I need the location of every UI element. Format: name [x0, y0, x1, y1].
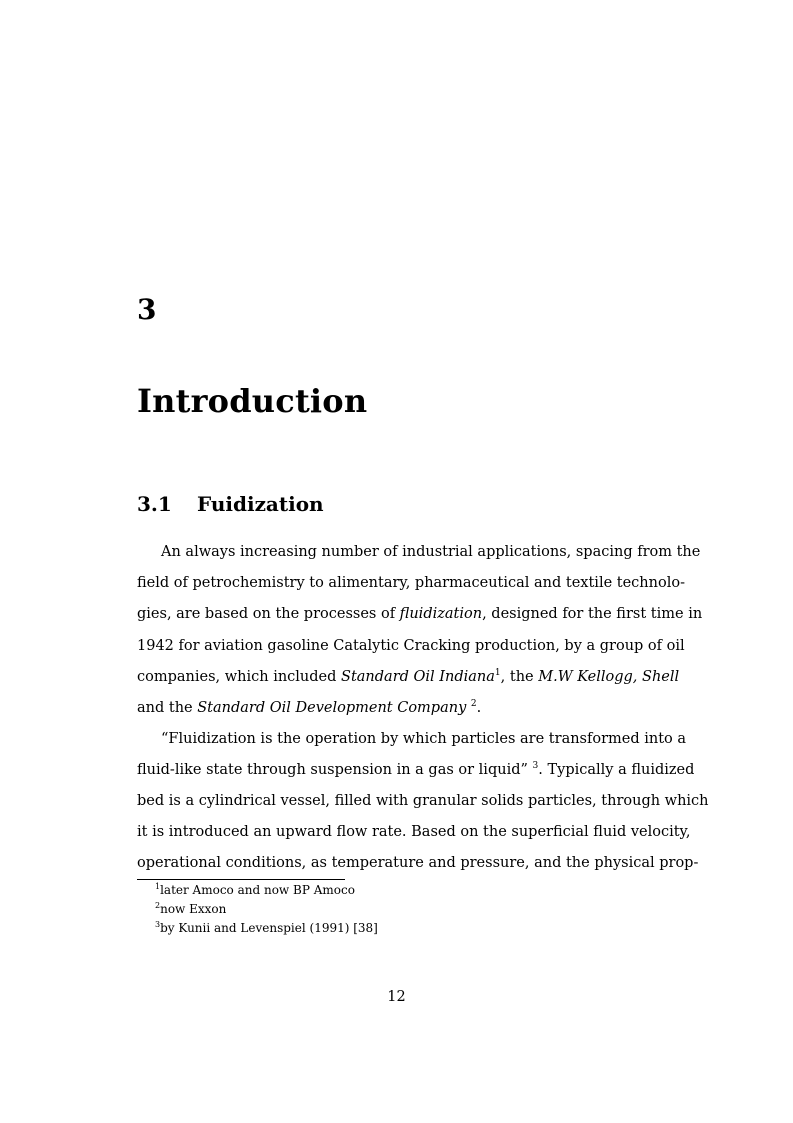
- emphasis-standard-oil-indiana: Standard Oil Indiana: [341, 669, 495, 685]
- footnote-text: later Amoco and now BP Amoco: [160, 883, 355, 897]
- section-number: 3.1: [137, 492, 172, 516]
- text-run: . Typically a fluidized: [538, 762, 695, 778]
- footnote-ref-2[interactable]: 2: [470, 699, 477, 709]
- paragraph2-line4: it is introduced an upward flow rate. Based on the superficial fluid velocity,: [137, 824, 691, 840]
- paragraph2-line3: bed is a cylindrical vessel, filled with granular solids particles, through which: [137, 793, 709, 809]
- footnote-1: [155, 882, 355, 898]
- paragraph2-line2: [137, 760, 695, 780]
- text-run: , the: [500, 669, 539, 685]
- text-run: , designed for the first time in: [482, 606, 703, 622]
- footnote-mark: 3: [155, 920, 161, 929]
- emphasis-kellogg-shell: M.W Kellogg, Shell: [538, 669, 680, 685]
- text-run: fluid-like state through suspension in a gas or liquid”: [137, 762, 533, 778]
- footnote-3: [155, 920, 378, 936]
- paragraph1-line6: [137, 698, 657, 718]
- paragraph1-line2: field of petrochemistry to alimentary, pharmaceutical and textile technolo-: [137, 575, 685, 591]
- paragraph1-line5: [137, 667, 680, 687]
- page-number: 12: [387, 989, 406, 1005]
- footnote-ref-1[interactable]: 1: [494, 668, 501, 678]
- footnote-text: by Kunii and Levenspiel (1991) [38]: [160, 921, 378, 935]
- footnote-text: now Exxon: [160, 902, 227, 916]
- footnote-mark: 2: [155, 901, 161, 910]
- footnote-mark: 1: [155, 882, 161, 891]
- text-run: and the: [137, 700, 198, 716]
- paragraph1-line4: 1942 for aviation gasoline Catalytic Cracking production, by a group of oil: [137, 638, 685, 654]
- emphasis-standard-oil-development: Standard Oil Development Company: [197, 700, 467, 716]
- paragraph1-line3: [137, 604, 703, 624]
- paragraph2-line1: “Fluidization is the operation by which particles are transformed into a: [161, 731, 687, 747]
- footnote-divider: [137, 879, 345, 880]
- paragraph1-line1: An always increasing number of industrial applications, spacing from the: [161, 544, 701, 560]
- chapter-number: 3: [137, 293, 157, 326]
- text-run: gies, are based on the processes of: [137, 606, 400, 622]
- chapter-title: Introduction: [137, 382, 368, 420]
- footnote-ref-3[interactable]: 3: [532, 761, 539, 771]
- emphasis-fluidization: fluidization: [399, 606, 483, 622]
- section-title: Fuidization: [197, 492, 324, 516]
- paragraph2-line5: operational conditions, as temperature and pressure, and the physical prop-: [137, 855, 699, 871]
- section-heading: [137, 490, 324, 518]
- footnote-2: [155, 901, 226, 917]
- text-run: .: [476, 700, 482, 716]
- text-run: companies, which included: [137, 669, 342, 685]
